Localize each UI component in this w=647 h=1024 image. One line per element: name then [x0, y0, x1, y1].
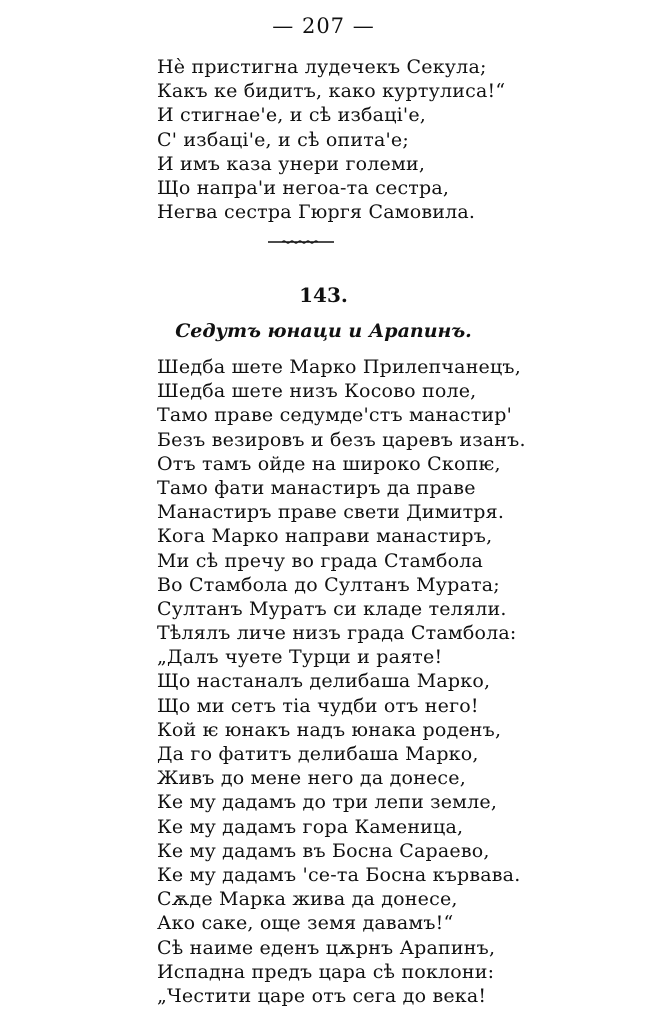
verse-line: Султанъ Муратъ си кладе теляли.	[157, 597, 507, 620]
verse-line: Ке му дадамъ гора Каменица,	[157, 815, 464, 838]
previous-poem-ending	[157, 55, 505, 224]
verse-line: Отъ тамъ ойде на широко Скопѥ,	[157, 452, 501, 475]
verse-line: Ке му дадамъ 'се-та Босна кървава.	[157, 863, 521, 886]
verse-line: Кога Марко направи манастиръ,	[157, 525, 493, 548]
ornamental-divider	[268, 239, 334, 245]
verse-line: И стигнае'е, и сѣ избаці'е,	[157, 104, 426, 127]
page-number: — 207 —	[272, 14, 375, 38]
verse-line: Шедба шете Марко Прилепчанецъ,	[157, 356, 521, 378]
verse-line: Живъ до мене него да донесе,	[157, 767, 466, 790]
verse-line: Шедба шете низъ Косово поле,	[157, 380, 477, 403]
verse-line: Ми сѣ пречу во града Стамбола	[157, 549, 484, 572]
verse-line: Тамо фати манастиръ да праве	[157, 476, 476, 499]
verse-line: Какъ ке бидитъ, како куртулиса!“	[157, 80, 506, 103]
verse-line: Нѐ пристигна лудечекъ Секула;	[157, 56, 487, 78]
verse-line: Кой ѥ юнакъ надъ юнака роденъ,	[157, 718, 502, 741]
poem-title: Седутъ юнаци и Арапинъ.	[175, 320, 472, 342]
verse-line: Испадна предъ цара сѣ поклони:	[157, 960, 495, 983]
verse-line: Сѫде Марка жива да донесе,	[157, 888, 458, 911]
verse-line: Негва сестра Гюргя Самовила.	[157, 201, 476, 224]
verse-line: „Честити царе отъ сега до века!	[157, 984, 487, 1007]
verse-line: Да го фатитъ делибаша Марко,	[157, 743, 479, 765]
verse-line: Безъ везировъ и безъ царевъ изанъ.	[157, 428, 526, 451]
verse-line: С' избаці'е, и сѣ опита'е;	[157, 128, 409, 151]
poem-body	[157, 355, 526, 1008]
verse-line: И имъ каза унери големи,	[157, 152, 426, 175]
verse-line: Що ми сетъ тіа чудби отъ него!	[157, 694, 479, 717]
verse-line: Ке му дадамъ въ Босна Сараево,	[157, 839, 490, 862]
verse-line: „Далъ чуете Турци и раяте!	[157, 646, 443, 669]
verse-line: Тѣлялъ личе низъ града Стамбола:	[157, 622, 517, 645]
verse-line: Во Стамбола до Султанъ Мурата;	[157, 573, 500, 596]
verse-line: Тамо праве седумде'стъ манастир'	[157, 404, 513, 427]
verse-line: Сѣ наиме еденъ цѫрнъ Арапинъ,	[157, 936, 496, 959]
verse-line: Ке му дадамъ до три лепи земле,	[157, 791, 498, 814]
verse-line: Манастиръ праве свети Димитря.	[157, 501, 505, 524]
verse-line: Що настаналъ делибаша Марко,	[157, 670, 491, 693]
verse-line: Ако саке, още земя давамъ!“	[157, 912, 454, 935]
poem-number: 143.	[299, 283, 348, 307]
verse-line: Що напра'и негоа-та сестра,	[157, 176, 450, 199]
